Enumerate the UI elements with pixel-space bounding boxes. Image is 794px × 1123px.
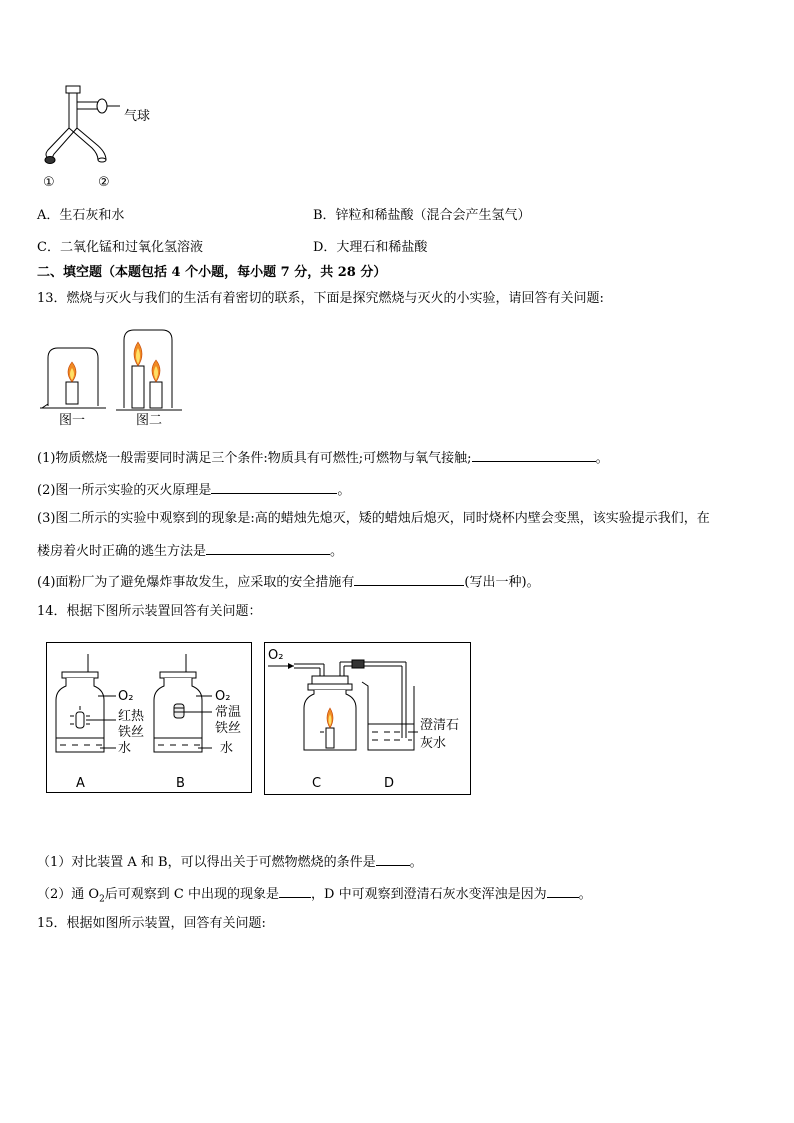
q13-part4	[37, 573, 540, 591]
q13-stem: 13．燃烧与灭火与我们的生活有着密切的联系，下面是探究燃烧与灭火的小实验，请回答有关问题:	[37, 291, 604, 306]
q13-part1-end: 。	[595, 451, 609, 466]
a-gas-label: O₂	[118, 689, 134, 704]
limewater-label-2: 灰水	[420, 736, 447, 751]
q14-part1	[37, 853, 423, 871]
q13-part1-blank[interactable]	[472, 449, 596, 462]
q13-part3-end: 。	[330, 544, 344, 559]
q14-part1-text: （1）对比装置 A 和 B，可以得出关于可燃物燃烧的条件是	[37, 855, 376, 870]
q13-part3-text: 楼房着火时正确的逃生方法是	[37, 544, 207, 559]
limewater-label-1: 澄清石	[420, 718, 460, 733]
q13-part1	[37, 449, 609, 467]
q14-stem: 14．根据下图所示装置回答有关问题：	[37, 604, 262, 619]
b-wire-label-1: 常温	[215, 705, 242, 720]
q13-part4-text: (4)面粉厂为了避免爆炸事故发生，应采取的安全措施有	[37, 575, 355, 590]
q13-part3-line2	[37, 542, 343, 560]
q14-part2-mid2: ，D 中可观察到澄清石灰水变浑浊是因为	[311, 887, 547, 902]
q13-part2	[37, 481, 350, 499]
b-wire-label-2: 铁丝	[215, 721, 242, 736]
a-water-label: 水	[118, 741, 132, 756]
q14-part1-blank[interactable]	[376, 853, 410, 866]
balloon-label: 气球	[124, 109, 151, 124]
q15-stem: 15．根据如图所示装置，回答有关问题:	[37, 916, 266, 931]
branch-1-label: ①	[43, 175, 55, 190]
fig2-label: 图二	[136, 413, 163, 428]
a-wire-label-2: 铁丝	[118, 725, 145, 740]
option-a: A．生石灰和水	[37, 208, 125, 223]
q13-part2-text: (2)图一所示实验的灭火原理是	[37, 483, 212, 498]
q14-part2-end: 。	[578, 887, 592, 902]
c-inlet-label: O₂	[268, 648, 284, 663]
d-beaker-label: D	[384, 776, 395, 791]
q14-part2-blank-1[interactable]	[279, 885, 311, 898]
option-b: B．锌粒和稀盐酸（混合会产生氢气）	[313, 208, 531, 223]
q14-part1-end: 。	[409, 855, 423, 870]
b-gas-label: O₂	[215, 689, 231, 704]
q13-part2-end: 。	[337, 483, 351, 498]
q13-part3-line1: (3)图二所示的实验中观察到的现象是:高的蜡烛先熄灭，矮的蜡烛后熄灭，同时烧杯内壁会变黑，该实验提示我们，在	[37, 511, 710, 526]
b-water-label: 水	[220, 741, 234, 756]
q13-part4-blank[interactable]	[354, 573, 464, 586]
q14-part2	[37, 885, 592, 908]
c-bottle-label: C	[312, 776, 322, 791]
section-title: 二、填空题（本题包括 4 个小题，每小题 7 分，共 28 分）	[37, 265, 387, 280]
q13-part1-text: (1)物质燃烧一般需要同时满足三个条件:物质具有可燃性;可燃物与氧气接触;	[37, 451, 472, 466]
option-c: C．二氧化锰和过氧化氢溶液	[37, 240, 203, 255]
fig1-label: 图一	[59, 413, 86, 428]
q13-part4-end: (写出一种)。	[464, 575, 540, 590]
q13-part2-blank[interactable]	[211, 481, 337, 494]
q14-part2-pre: （2）通 O	[37, 887, 100, 902]
branch-2-label: ②	[98, 175, 110, 190]
q14-part2-blank-2[interactable]	[547, 885, 579, 898]
option-d: D．大理石和稀盐酸	[313, 240, 428, 255]
q13-part3-blank[interactable]	[206, 542, 330, 555]
a-wire-label-1: 红热	[118, 709, 145, 724]
q14-part2-mid: 后可观察到 C 中出现的现象是	[104, 887, 280, 902]
b-bottle-label: B	[176, 776, 185, 791]
q14-part2-sub: 2	[99, 894, 105, 905]
a-bottle-label: A	[76, 776, 85, 791]
